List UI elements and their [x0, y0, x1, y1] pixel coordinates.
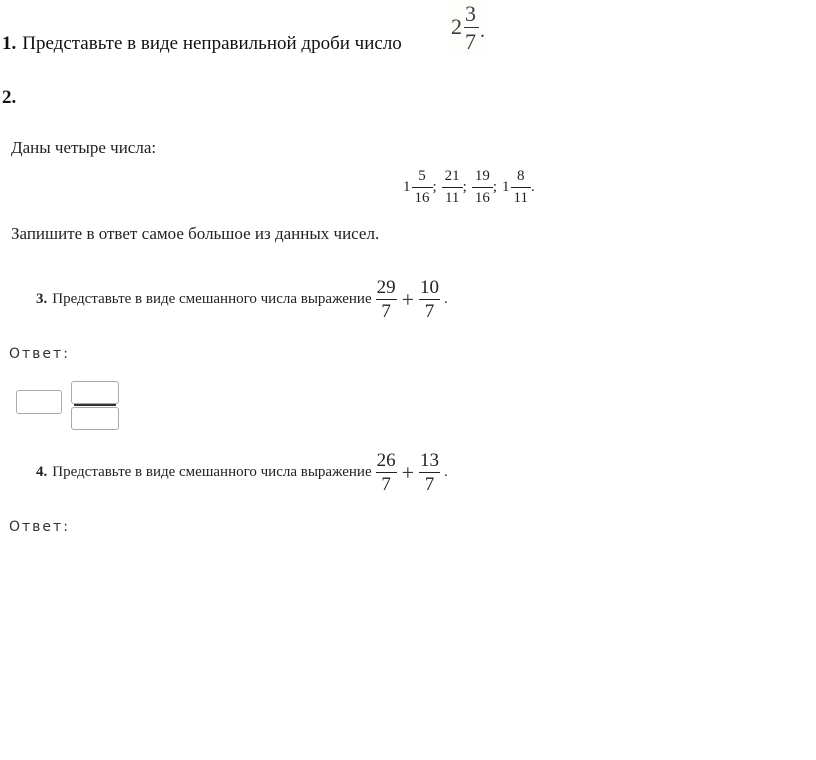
task-3-statement: [36, 276, 448, 323]
task-4-number: 4.: [36, 464, 48, 480]
plus-operator: +: [401, 459, 415, 485]
separator: ;: [462, 179, 467, 195]
denominator: 16: [474, 190, 490, 206]
task-1-statement: [2, 33, 402, 55]
denominator: 11: [513, 190, 528, 206]
fraction-bar: [464, 27, 479, 28]
separator: ;: [432, 179, 437, 195]
mixed-whole: 2: [451, 14, 462, 39]
number-item: [502, 166, 538, 209]
number-item: [442, 166, 470, 209]
task-3-answer-label: Ответ:: [9, 346, 70, 362]
fraction: [511, 166, 531, 209]
fraction-b: [419, 449, 440, 496]
denominator: 7: [424, 474, 435, 495]
period: .: [444, 464, 448, 480]
fraction: [472, 166, 493, 209]
task-2-intro: Даны четыре числа:: [11, 138, 157, 157]
task-2-question: Запишите в ответ самое большое из данных чисел.: [11, 224, 380, 243]
whole-part: 1: [502, 179, 510, 195]
fraction-a: [376, 276, 397, 323]
number-item: [472, 166, 500, 209]
denominator: 7: [424, 301, 435, 322]
answer-denominator-input[interactable]: [71, 407, 119, 430]
task-2-number: 2.: [2, 87, 17, 108]
task-1-mixed-number: [447, 0, 487, 54]
plus-operator: +: [401, 286, 415, 312]
task-1-text: Представьте в виде неправильной дроби число: [22, 33, 402, 54]
mixed-numerator: 3: [465, 1, 476, 26]
mixed-period: .: [480, 20, 485, 42]
denominator: 7: [381, 301, 391, 322]
numerator: 10: [420, 277, 440, 298]
fraction-a: [376, 449, 397, 496]
task-4-answer-label: Ответ:: [9, 519, 70, 535]
task-4-statement: [36, 449, 448, 496]
denominator: 16: [414, 190, 430, 206]
task-3-number: 3.: [36, 291, 48, 307]
task-1-number: 1.: [2, 33, 17, 54]
denominator: 11: [444, 190, 460, 206]
task-3-text: Представьте в виде смешанного числа выражение: [52, 291, 372, 307]
answer-fraction-bar: [74, 404, 116, 406]
separator: ;: [492, 179, 498, 195]
task-4-text: Представьте в виде смешанного числа выражение: [52, 464, 372, 480]
period: .: [444, 291, 448, 307]
fraction-b: [419, 276, 440, 323]
fraction: [412, 166, 433, 209]
answer-numerator-input[interactable]: [71, 381, 119, 404]
fraction: [442, 166, 463, 209]
numerator: 8: [516, 168, 525, 184]
numerator: 26: [376, 450, 396, 471]
numerator: 13: [420, 450, 440, 471]
denominator: 7: [381, 474, 391, 495]
numerator: 5: [418, 168, 426, 184]
task-2-number-list: [403, 166, 538, 209]
whole-part: 1: [403, 179, 411, 195]
numerator: 19: [474, 168, 490, 184]
numerator: 21: [444, 168, 460, 184]
number-item: [403, 166, 440, 209]
mixed-denominator: 7: [465, 29, 476, 54]
answer-whole-input[interactable]: [16, 390, 62, 414]
separator: .: [530, 179, 535, 195]
numerator: 29: [376, 277, 396, 298]
